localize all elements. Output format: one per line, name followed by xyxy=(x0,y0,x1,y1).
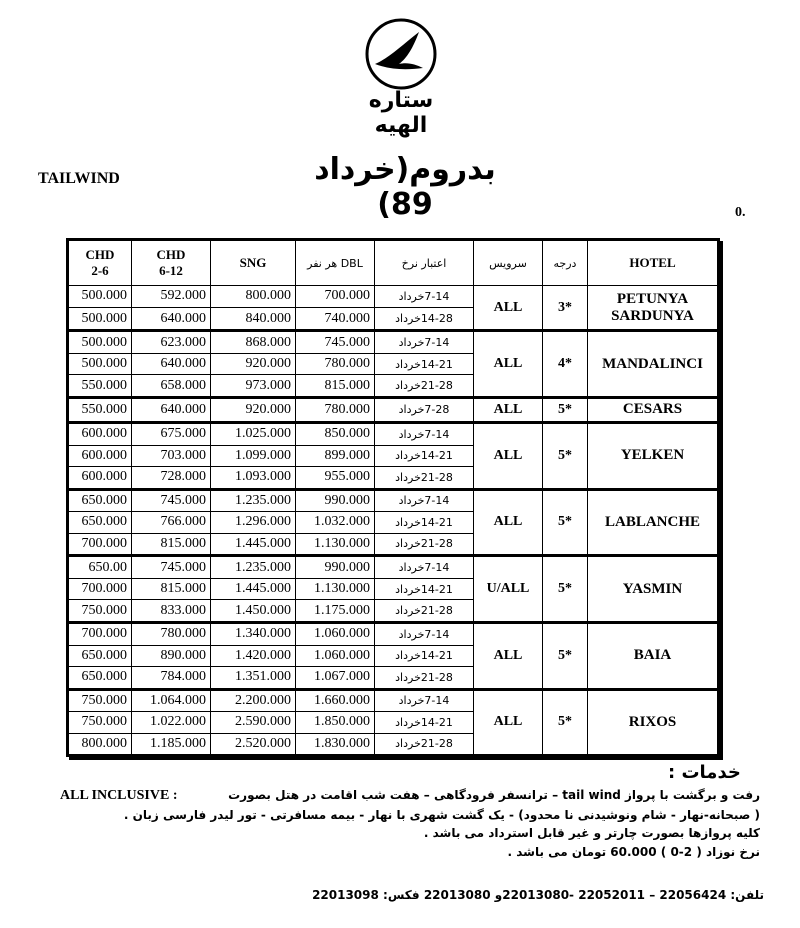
cell-hotel-name: MANDALINCI xyxy=(588,331,718,398)
cell-sng: 1.099.000 xyxy=(211,445,296,466)
cell-chd-2-6: 600.000 xyxy=(69,423,132,446)
cell-dbl: 899.000 xyxy=(296,445,375,466)
cell-dbl: 955.000 xyxy=(296,467,375,490)
cell-hotel-name: RIXOS xyxy=(588,689,718,754)
logo-name: ستاره الهیه xyxy=(368,88,434,138)
cell-validity: 14-21خرداد xyxy=(375,712,474,733)
cell-dbl: 1.830.000 xyxy=(296,733,375,754)
cell-sng: 1.445.000 xyxy=(211,533,296,556)
cell-chd-2-6: 750.000 xyxy=(69,712,132,733)
cell-chd-2-6: 750.000 xyxy=(69,600,132,623)
cell-chd-2-6: 700.000 xyxy=(69,622,132,645)
corner-mark: 0. xyxy=(735,205,746,220)
cell-chd-6-12: 703.000 xyxy=(132,445,211,466)
cell-chd-6-12: 640.000 xyxy=(132,397,211,422)
cell-chd-6-12: 815.000 xyxy=(132,533,211,556)
service-line-3: کلیه پروازها بصورت چارتر و غیر قابل استرداد می باشد . xyxy=(423,826,760,840)
service-line-1: رفت و برگشت با پرواز tail wind – ترانسفر فرودگاهی – هفت شب اقامت در هتل بصورت xyxy=(228,788,760,802)
cell-chd-6-12: 1.185.000 xyxy=(132,733,211,754)
cell-grade: 4* xyxy=(543,331,588,398)
services-title: خدمات : xyxy=(668,762,741,783)
col-chd-2-6-label: CHD xyxy=(85,247,115,262)
cell-service: ALL xyxy=(474,423,543,490)
company-logo xyxy=(346,18,456,138)
cell-chd-6-12: 833.000 xyxy=(132,600,211,623)
cell-dbl: 740.000 xyxy=(296,307,375,330)
cell-dbl: 1.060.000 xyxy=(296,645,375,666)
cell-chd-6-12: 745.000 xyxy=(132,556,211,579)
cell-dbl: 1.130.000 xyxy=(296,578,375,599)
price-table-body xyxy=(69,286,718,755)
cell-chd-2-6: 500.000 xyxy=(69,353,132,374)
cell-chd-6-12: 623.000 xyxy=(132,331,211,354)
cell-dbl: 1.175.000 xyxy=(296,600,375,623)
cell-chd-2-6: 800.000 xyxy=(69,733,132,754)
cell-chd-6-12: 890.000 xyxy=(132,645,211,666)
cell-sng: 840.000 xyxy=(211,307,296,330)
cell-grade: 5* xyxy=(543,689,588,754)
cell-chd-6-12: 780.000 xyxy=(132,622,211,645)
table-row xyxy=(69,489,718,512)
cell-validity: 7-14خرداد xyxy=(375,423,474,446)
cell-chd-6-12: 728.000 xyxy=(132,467,211,490)
cell-chd-2-6: 500.000 xyxy=(69,307,132,330)
cell-hotel-name: PETUNYA SARDUNYA xyxy=(588,286,718,331)
table-row xyxy=(69,423,718,446)
page-title: بدروم(خرداد 89) xyxy=(314,152,496,222)
col-service: سرویس xyxy=(474,241,543,286)
cell-dbl: 990.000 xyxy=(296,489,375,512)
cell-service: U/ALL xyxy=(474,556,543,623)
cell-service: ALL xyxy=(474,489,543,556)
cell-validity: 21-28خرداد xyxy=(375,375,474,398)
table-row xyxy=(69,397,718,422)
cell-validity: 7-28خرداد xyxy=(375,397,474,422)
cell-chd-2-6: 650.000 xyxy=(69,512,132,533)
cell-dbl: 1.130.000 xyxy=(296,533,375,556)
cell-chd-6-12: 658.000 xyxy=(132,375,211,398)
cell-service: ALL xyxy=(474,331,543,398)
service-line-2: ( صبحانه-نهار - شام ونوشیدنی نا محدود) - یک گشت شهری با نهار - بیمه مسافرتی - تور لیدر فارسی زبان . xyxy=(123,808,760,822)
cell-chd-2-6: 700.000 xyxy=(69,578,132,599)
cell-chd-6-12: 745.000 xyxy=(132,489,211,512)
cell-chd-2-6: 600.000 xyxy=(69,467,132,490)
cell-dbl: 815.000 xyxy=(296,375,375,398)
cell-validity: 14-21خرداد xyxy=(375,645,474,666)
cell-dbl: 1.067.000 xyxy=(296,666,375,689)
cell-dbl: 1.060.000 xyxy=(296,622,375,645)
cell-chd-2-6: 500.000 xyxy=(69,331,132,354)
cell-grade: 3* xyxy=(543,286,588,331)
cell-grade: 5* xyxy=(543,397,588,422)
cell-chd-6-12: 1.064.000 xyxy=(132,689,211,712)
cell-sng: 1.340.000 xyxy=(211,622,296,645)
cell-service: ALL xyxy=(474,622,543,689)
cell-chd-6-12: 766.000 xyxy=(132,512,211,533)
cell-dbl: 1.660.000 xyxy=(296,689,375,712)
cell-validity: 14-21خرداد xyxy=(375,512,474,533)
cell-chd-6-12: 592.000 xyxy=(132,286,211,308)
table-row xyxy=(69,622,718,645)
cell-validity: 7-14خرداد xyxy=(375,286,474,308)
cell-service: ALL xyxy=(474,689,543,754)
bird-logo-icon xyxy=(361,18,441,90)
contact-info: تلفن: 22056424 – 22052011 -22013080و 22013080 فکس: 22013098 xyxy=(312,888,764,902)
cell-chd-2-6: 650.000 xyxy=(69,489,132,512)
cell-dbl: 990.000 xyxy=(296,556,375,579)
cell-service: ALL xyxy=(474,286,543,331)
cell-sng: 1.093.000 xyxy=(211,467,296,490)
cell-sng: 800.000 xyxy=(211,286,296,308)
cell-validity: 21-28خرداد xyxy=(375,666,474,689)
cell-validity: 14-28خرداد xyxy=(375,307,474,330)
cell-chd-2-6: 600.000 xyxy=(69,445,132,466)
cell-sng: 2.520.000 xyxy=(211,733,296,754)
cell-chd-6-12: 815.000 xyxy=(132,578,211,599)
cell-grade: 5* xyxy=(543,423,588,490)
col-chd-6-12-age: 6-12 xyxy=(159,263,183,278)
cell-validity: 14-21خرداد xyxy=(375,445,474,466)
table-row xyxy=(69,286,718,308)
cell-dbl: 1.850.000 xyxy=(296,712,375,733)
cell-sng: 1.235.000 xyxy=(211,489,296,512)
cell-dbl: 700.000 xyxy=(296,286,375,308)
cell-sng: 920.000 xyxy=(211,353,296,374)
col-dbl: هر نفر DBL xyxy=(296,241,375,286)
cell-sng: 1.445.000 xyxy=(211,578,296,599)
cell-service: ALL xyxy=(474,397,543,422)
col-sng: SNG xyxy=(211,241,296,286)
cell-hotel-name: YELKEN xyxy=(588,423,718,490)
cell-sng: 920.000 xyxy=(211,397,296,422)
cell-chd-2-6: 650.000 xyxy=(69,666,132,689)
cell-dbl: 745.000 xyxy=(296,331,375,354)
all-inclusive-label: ALL INCLUSIVE : xyxy=(60,788,178,803)
cell-grade: 5* xyxy=(543,556,588,623)
table-row xyxy=(69,689,718,712)
cell-chd-2-6: 700.000 xyxy=(69,533,132,556)
cell-sng: 2.200.000 xyxy=(211,689,296,712)
cell-validity: 7-14خرداد xyxy=(375,689,474,712)
cell-chd-2-6: 550.000 xyxy=(69,397,132,422)
col-chd-2-6-age: 2-6 xyxy=(91,263,109,278)
cell-hotel-name: LABLANCHE xyxy=(588,489,718,556)
cell-validity: 7-14خرداد xyxy=(375,489,474,512)
cell-validity: 7-14خرداد xyxy=(375,331,474,354)
table-row xyxy=(69,556,718,579)
cell-chd-6-12: 640.000 xyxy=(132,307,211,330)
cell-grade: 5* xyxy=(543,489,588,556)
cell-validity: 21-28خرداد xyxy=(375,533,474,556)
cell-chd-6-12: 640.000 xyxy=(132,353,211,374)
cell-sng: 1.235.000 xyxy=(211,556,296,579)
cell-dbl: 780.000 xyxy=(296,397,375,422)
cell-sng: 1.351.000 xyxy=(211,666,296,689)
cell-sng: 1.296.000 xyxy=(211,512,296,533)
cell-chd-2-6: 650.00 xyxy=(69,556,132,579)
col-chd-6-12 xyxy=(132,241,211,286)
cell-validity: 21-28خرداد xyxy=(375,733,474,754)
cell-validity: 7-14خرداد xyxy=(375,556,474,579)
price-table-frame xyxy=(66,238,720,757)
cell-validity: 14-21خرداد xyxy=(375,578,474,599)
cell-chd-2-6: 500.000 xyxy=(69,286,132,308)
cell-chd-6-12: 675.000 xyxy=(132,423,211,446)
col-hotel: HOTEL xyxy=(588,241,718,286)
col-grade: درجه xyxy=(543,241,588,286)
cell-sng: 973.000 xyxy=(211,375,296,398)
cell-sng: 1.420.000 xyxy=(211,645,296,666)
cell-dbl: 780.000 xyxy=(296,353,375,374)
cell-sng: 2.590.000 xyxy=(211,712,296,733)
cell-chd-2-6: 650.000 xyxy=(69,645,132,666)
cell-chd-2-6: 750.000 xyxy=(69,689,132,712)
col-validity: اعتبار نرخ xyxy=(375,241,474,286)
cell-validity: 21-28خرداد xyxy=(375,600,474,623)
service-line-4: نرخ نوزاد ( 2-0 ) 60.000 تومان می باشد . xyxy=(507,845,760,859)
cell-grade: 5* xyxy=(543,622,588,689)
col-chd-2-6 xyxy=(69,241,132,286)
table-header-row xyxy=(69,241,718,286)
col-chd-6-12-label: CHD xyxy=(156,247,186,262)
cell-chd-2-6: 550.000 xyxy=(69,375,132,398)
cell-chd-6-12: 1.022.000 xyxy=(132,712,211,733)
table-row xyxy=(69,331,718,354)
cell-hotel-name: BAIA xyxy=(588,622,718,689)
cell-sng: 1.025.000 xyxy=(211,423,296,446)
cell-hotel-name: YASMIN xyxy=(588,556,718,623)
cell-validity: 21-28خرداد xyxy=(375,467,474,490)
cell-validity: 14-21خرداد xyxy=(375,353,474,374)
cell-sng: 1.450.000 xyxy=(211,600,296,623)
cell-dbl: 1.032.000 xyxy=(296,512,375,533)
cell-hotel-name: CESARS xyxy=(588,397,718,422)
cell-chd-6-12: 784.000 xyxy=(132,666,211,689)
cell-sng: 868.000 xyxy=(211,331,296,354)
cell-dbl: 850.000 xyxy=(296,423,375,446)
price-table xyxy=(68,240,718,755)
cell-validity: 7-14خرداد xyxy=(375,622,474,645)
airline-brand: TAILWIND xyxy=(38,170,120,187)
